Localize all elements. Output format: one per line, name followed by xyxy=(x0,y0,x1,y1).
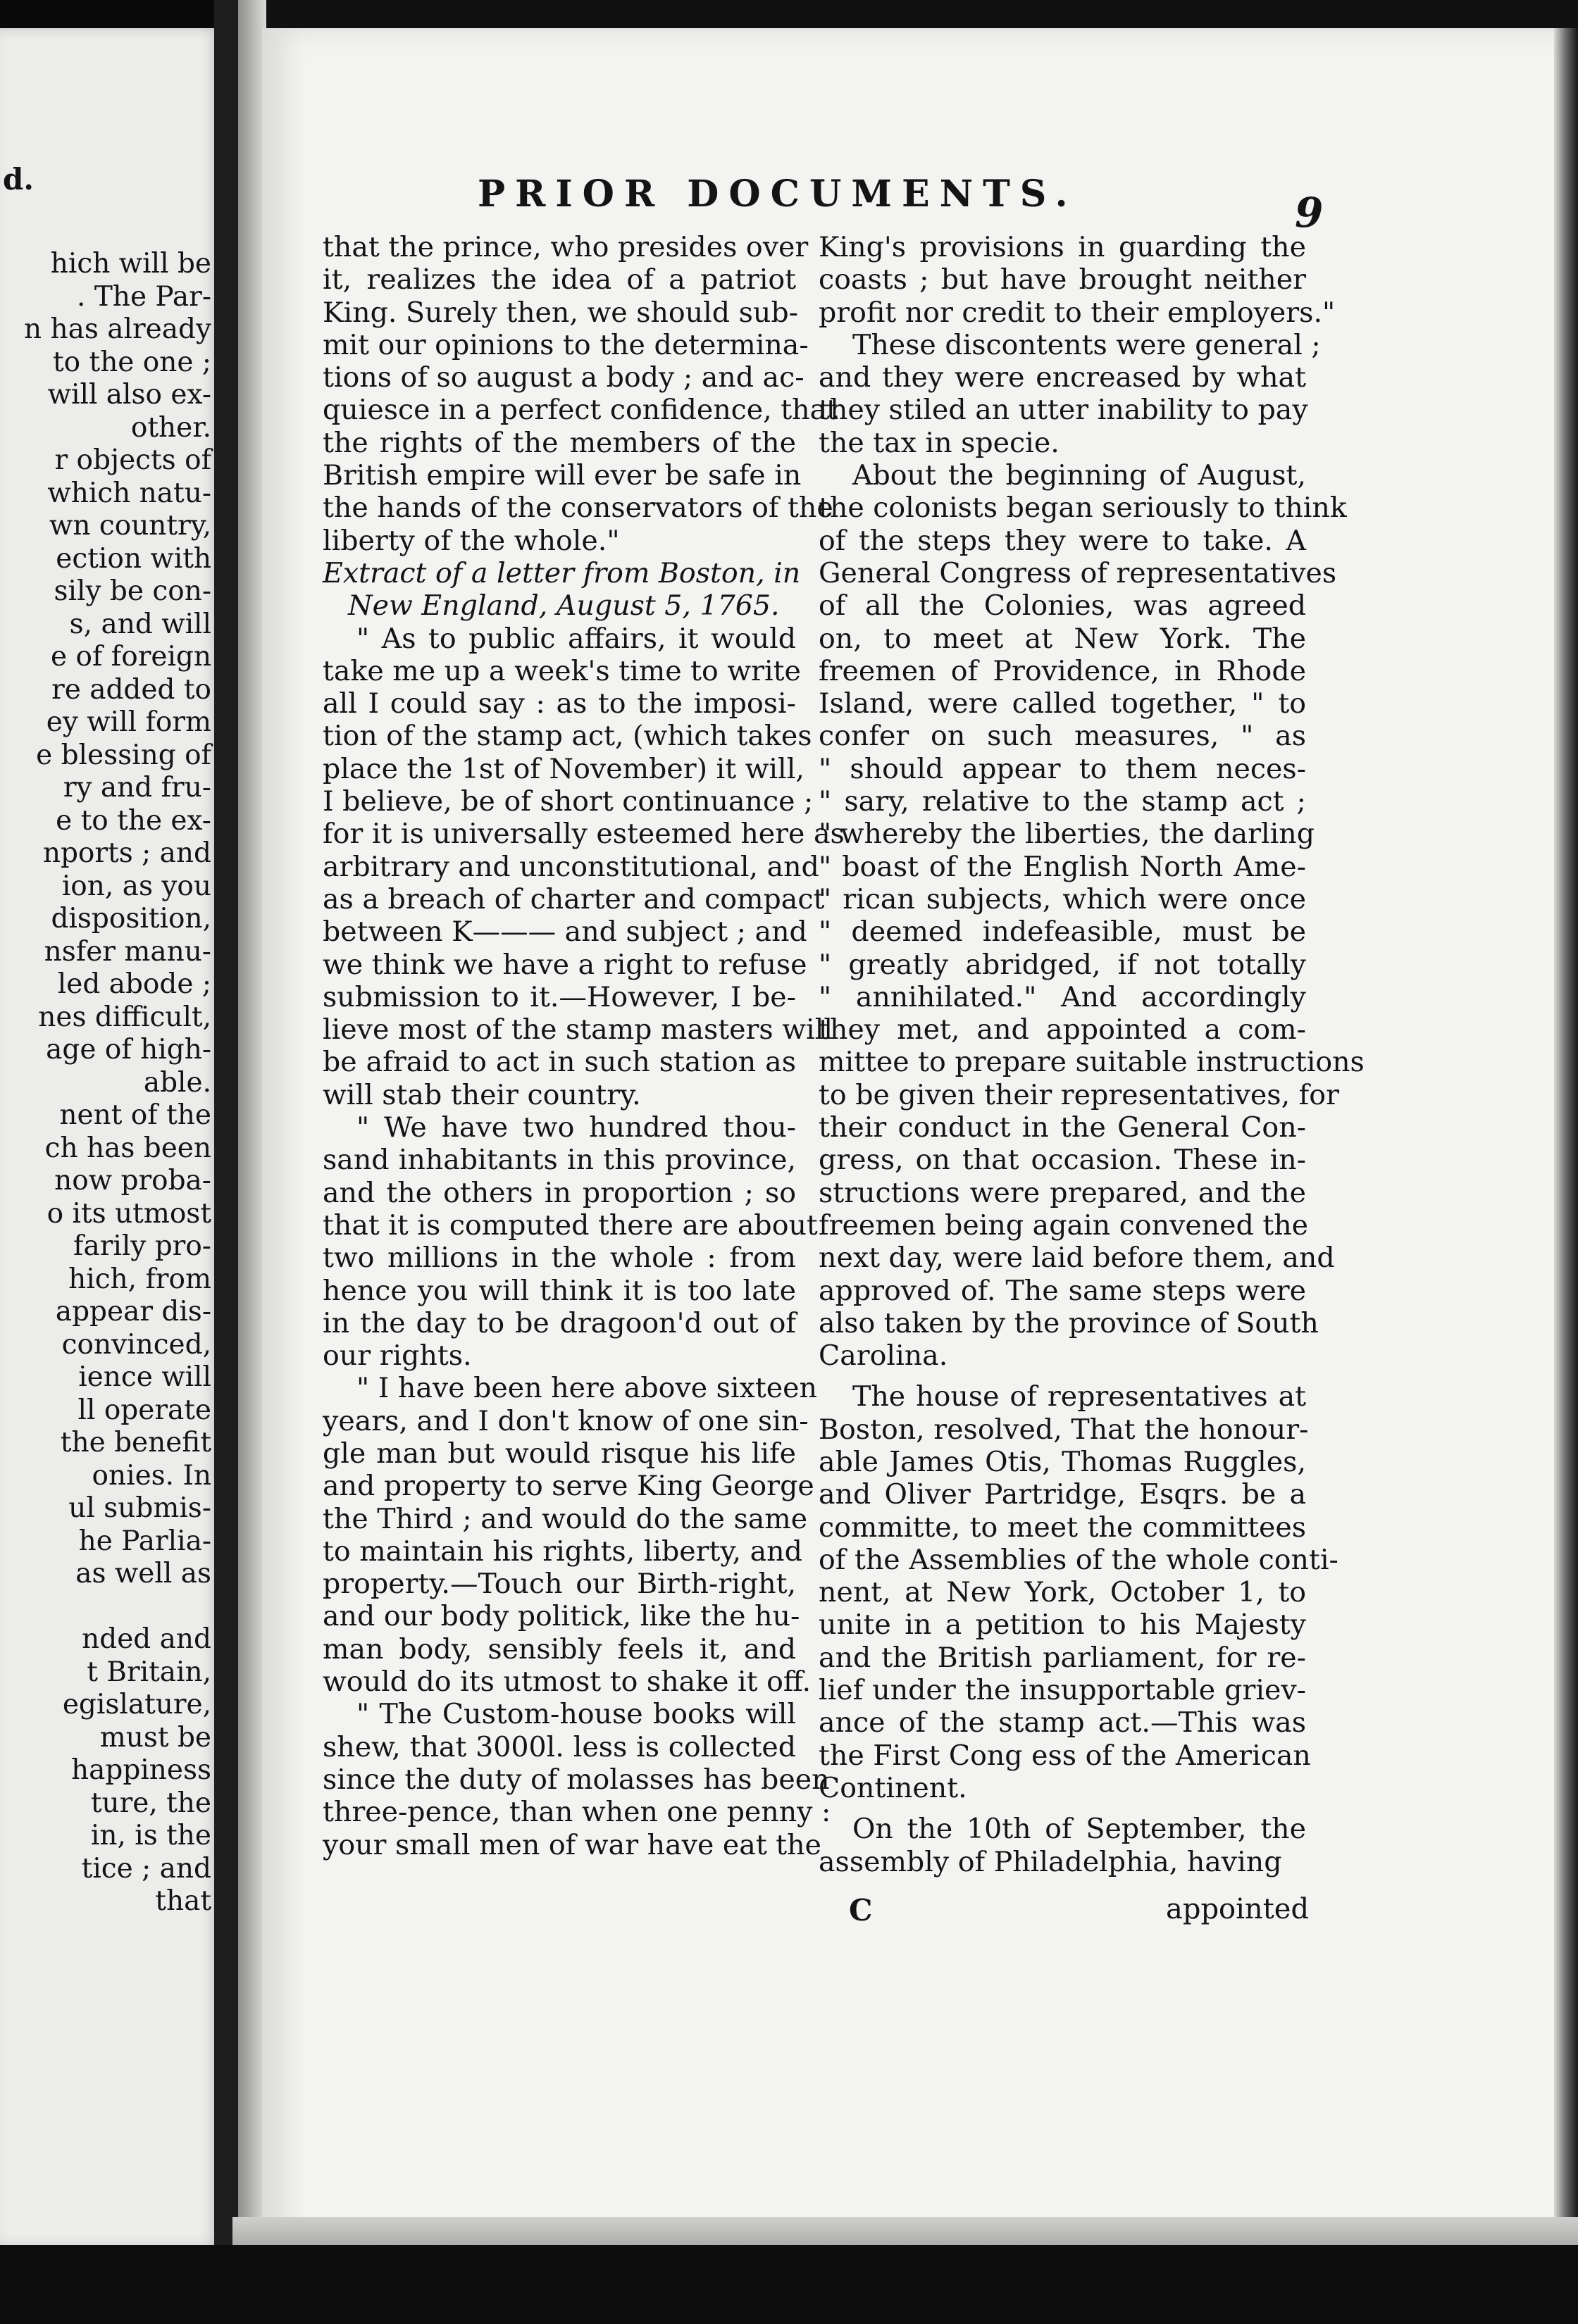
text-line: structions were prepared, and the xyxy=(819,1176,1306,1209)
text-line: for it is universally esteemed here as xyxy=(323,818,845,851)
page-right-edge xyxy=(1554,28,1578,2254)
left-page-fragment xyxy=(0,28,220,2247)
text-line: Continent. xyxy=(819,1771,967,1804)
text-line: that xyxy=(155,1885,211,1917)
text-line: ance of the stamp act.—This was xyxy=(819,1706,1306,1739)
text-line: all I could say : as to the imposi- xyxy=(323,687,796,720)
text-line: the tax in specie. xyxy=(819,426,1060,459)
text-line: in the day to be dragoon'd out of xyxy=(323,1306,796,1339)
text-line: our rights. xyxy=(323,1339,472,1373)
text-line: s, and will xyxy=(69,608,211,640)
text-line: nports ; and xyxy=(42,837,211,869)
text-line: ience will xyxy=(78,1361,211,1393)
text-line: lief under the insupportable griev- xyxy=(819,1674,1306,1707)
text-line: and the others in proportion ; so xyxy=(323,1176,796,1209)
text-line: committe, to meet the committees xyxy=(819,1511,1306,1544)
text-line: your small men of war have eat the xyxy=(323,1828,821,1861)
text-line: we think we have a right to refuse xyxy=(323,948,807,981)
running-head: PRIOR DOCUMENTS. xyxy=(478,173,1078,215)
text-line: hich will be xyxy=(50,248,211,280)
book-gutter xyxy=(214,0,238,2324)
text-line: nded and xyxy=(82,1623,211,1655)
text-line: " rican subjects, which were once xyxy=(819,882,1306,916)
text-line: as well as xyxy=(75,1558,211,1589)
text-line: gress, on that occasion. These in- xyxy=(819,1144,1306,1177)
text-line: e blessing of xyxy=(36,739,211,771)
text-line: " As to public affairs, it would xyxy=(356,622,796,655)
text-line: and our body politick, like the hu- xyxy=(323,1600,800,1633)
text-line: onies. In xyxy=(92,1459,211,1492)
text-line: King's provisions in guarding the xyxy=(819,231,1306,263)
text-line: e to the ex- xyxy=(56,804,211,837)
text-line: On the 10th of September, the xyxy=(852,1813,1306,1846)
text-line: and they were encreased by what xyxy=(819,361,1306,394)
text-line: will also ex- xyxy=(47,379,211,411)
text-line: and the British parliament, for re- xyxy=(819,1641,1306,1674)
text-line: egislature, xyxy=(62,1689,211,1720)
text-line: ture, the xyxy=(90,1787,211,1819)
text-line: disposition, xyxy=(51,903,211,935)
text-line: next day, were laid before them, and xyxy=(819,1242,1335,1275)
text-line: the First Cong ess of the American xyxy=(819,1739,1311,1772)
text-line: These discontents were general ; xyxy=(852,328,1321,361)
text-line: gle man but would risque his life xyxy=(323,1437,796,1470)
text-line: r objects of xyxy=(54,444,211,476)
text-line: quiesce in a perfect confidence, that xyxy=(323,394,838,427)
text-line: King. Surely then, we should sub- xyxy=(323,296,798,329)
text-line: farily pro- xyxy=(73,1230,211,1262)
text-line: Island, were called together, " to xyxy=(819,687,1306,720)
text-line: years, and I don't know of one sin- xyxy=(323,1404,809,1437)
text-line: wn country, xyxy=(49,510,211,542)
text-line: to be given their representatives, for xyxy=(819,1078,1339,1111)
text-column-left xyxy=(323,231,845,1861)
text-line: ion, as you xyxy=(61,870,211,902)
text-line: since the duty of molasses has been xyxy=(323,1763,830,1796)
text-line: The house of representatives at xyxy=(852,1380,1306,1413)
text-line: between K——— and subject ; and xyxy=(323,916,807,949)
text-line: man body, sensibly feels it, and xyxy=(323,1632,796,1666)
text-line: ul submis- xyxy=(68,1492,211,1524)
signature-mark: C xyxy=(849,1893,873,1928)
text-line: " whereby the liberties, the darling xyxy=(819,818,1315,851)
text-line: " annihilated." And accordingly xyxy=(819,980,1306,1013)
text-line: coasts ; but have brought neither xyxy=(819,263,1306,296)
text-line: in, is the xyxy=(90,1820,211,1851)
text-line: o its utmost xyxy=(46,1197,211,1230)
text-line: would do its utmost to shake it off. xyxy=(323,1666,812,1699)
paragraph-gap xyxy=(819,1804,1306,1813)
text-line: their conduct in the General Con- xyxy=(819,1111,1306,1144)
text-line: property.—Touch our Birth-right, xyxy=(323,1568,796,1601)
text-line: British empire will ever be safe in xyxy=(323,459,802,492)
text-line: they met, and appointed a com- xyxy=(819,1013,1306,1047)
text-line: three-pence, than when one penny : xyxy=(323,1796,831,1829)
text-line: of the steps they were to take. A xyxy=(819,524,1306,557)
text-line: ry and fru- xyxy=(63,772,211,804)
text-line: submission to it.—However, I be- xyxy=(323,980,796,1013)
text-line: tions of so august a body ; and ac- xyxy=(323,361,804,394)
text-line: profit nor credit to their employers." xyxy=(819,296,1336,329)
text-line: also taken by the province of South xyxy=(819,1306,1319,1339)
paragraph-gap xyxy=(819,1372,1306,1380)
text-line: " boast of the English North Ame- xyxy=(819,850,1306,883)
text-line: of the Assemblies of the whole conti- xyxy=(819,1543,1338,1576)
text-line: " greatly abridged, if not totally xyxy=(819,948,1306,981)
text-line: " deemed indefeasible, must be xyxy=(819,916,1306,949)
text-line: two millions in the whole : from xyxy=(323,1242,796,1275)
text-line: " sary, relative to the stamp act ; xyxy=(819,785,1306,818)
text-line: hence you will think it is too late xyxy=(323,1274,796,1307)
page-number: 9 xyxy=(1295,189,1324,237)
text-line: ey will form xyxy=(46,706,211,738)
text-line: other. xyxy=(130,411,211,444)
text-line: ll operate xyxy=(77,1394,211,1426)
text-line: " should appear to them neces- xyxy=(819,752,1306,785)
text-line: the colonists began seriously to think xyxy=(819,492,1347,525)
text-line: of all the Colonies, was agreed xyxy=(819,589,1306,623)
text-line: place the 1st of November) it will, xyxy=(323,752,804,785)
bottom-shadow xyxy=(0,2245,1578,2324)
text-line: the benefit xyxy=(60,1427,211,1458)
text-line: I believe, be of short continuance ; xyxy=(323,785,814,818)
text-line: convinced, xyxy=(61,1328,211,1361)
text-line: take me up a week's time to write xyxy=(323,654,801,687)
text-line: assembly of Philadelphia, having xyxy=(819,1845,1282,1878)
text-line: arbitrary and unconstitutional, and xyxy=(323,850,819,883)
text-line: confer on such measures, " as xyxy=(819,720,1306,753)
text-line: hich, from xyxy=(68,1263,211,1295)
text-line: age of high- xyxy=(46,1034,211,1066)
text-line: unite in a petition to his Majesty xyxy=(819,1608,1306,1642)
text-line: the hands of the conservators of the xyxy=(323,492,833,525)
text-line: will stab their country. xyxy=(323,1078,641,1111)
text-line: the Third ; and would do the same xyxy=(323,1502,808,1535)
text-line: now proba- xyxy=(54,1165,211,1197)
top-shadow xyxy=(262,0,1578,31)
text-line: nsfer manu- xyxy=(44,935,211,968)
text-line: mittee to prepare suitable instructions xyxy=(819,1046,1365,1079)
text-line: happiness xyxy=(71,1754,211,1786)
text-line: he Parlia- xyxy=(78,1525,211,1557)
text-line: appear dis- xyxy=(55,1296,211,1327)
left-page-text xyxy=(0,248,211,1918)
text-line: approved of. The same steps were xyxy=(819,1274,1306,1307)
text-line: ection with xyxy=(56,542,211,575)
text-line: freemen of Providence, in Rhode xyxy=(819,654,1306,687)
text-line: " We have two hundred thou- xyxy=(356,1111,796,1144)
text-line: tion of the stamp act, (which takes xyxy=(323,720,812,753)
text-line: ch has been xyxy=(44,1132,211,1164)
text-line: that the prince, who presides over xyxy=(323,231,809,263)
text-line: t Britain, xyxy=(87,1656,211,1688)
text-column-right xyxy=(819,231,1365,1878)
text-line: and Oliver Partridge, Esqrs. be a xyxy=(819,1478,1306,1511)
catchword: appointed xyxy=(1166,1893,1310,1925)
text-line: liberty of the whole." xyxy=(323,524,620,557)
text-line: it, realizes the idea of a patriot xyxy=(323,263,796,296)
text-line: able James Otis, Thomas Ruggles, xyxy=(819,1445,1306,1478)
text-line: sily be con- xyxy=(54,575,211,607)
text-line: mit our opinions to the determina- xyxy=(323,328,809,361)
text-line: " The Custom-house books will xyxy=(356,1698,796,1731)
text-line: able. xyxy=(143,1066,211,1099)
text-line: to maintain his rights, liberty, and xyxy=(323,1535,802,1568)
text-line xyxy=(0,1591,211,1624)
text-line: shew, that 3000l. less is collected xyxy=(323,1730,796,1763)
text-line: which natu- xyxy=(47,477,211,509)
left-page-header-fragment: d. xyxy=(3,162,34,196)
text-line: nes difficult, xyxy=(38,1001,211,1033)
text-line: as a breach of charter and compact xyxy=(323,882,825,916)
text-line: the rights of the members of the xyxy=(323,426,796,459)
text-line: n has already xyxy=(24,313,211,345)
text-line: sand inhabitants in this province, xyxy=(323,1144,796,1177)
text-line: that it is computed there are about xyxy=(323,1208,818,1242)
text-line: Extract of a letter from Boston, in xyxy=(323,556,801,589)
text-line: New England, August 5, 1765. xyxy=(348,589,780,623)
text-line: to the one ; xyxy=(52,346,211,378)
text-line: nent, at New York, October 1, to xyxy=(819,1576,1306,1609)
text-line: Boston, resolved, That the honour- xyxy=(819,1413,1309,1446)
text-line: must be xyxy=(99,1721,211,1754)
text-line: they stiled an utter inability to pay xyxy=(819,394,1308,427)
text-line: led abode ; xyxy=(57,968,211,1000)
text-line: " I have been here above sixteen xyxy=(356,1372,817,1405)
text-line: freemen being again convened the xyxy=(819,1208,1309,1242)
text-line: be afraid to act in such station as xyxy=(323,1046,796,1079)
text-line: Carolina. xyxy=(819,1339,948,1373)
text-line: re added to xyxy=(51,673,211,706)
text-line: lieve most of the stamp masters will xyxy=(323,1013,833,1047)
text-line: e of foreign xyxy=(51,641,211,673)
text-line: on, to meet at New York. The xyxy=(819,622,1306,655)
text-line: General Congress of representatives xyxy=(819,556,1337,589)
text-line: About the beginning of August, xyxy=(852,459,1306,492)
text-line: and property to serve King George xyxy=(323,1470,814,1503)
text-line: tice ; and xyxy=(81,1852,211,1885)
text-line: nent of the xyxy=(59,1099,211,1131)
text-line: . The Par- xyxy=(77,280,211,313)
